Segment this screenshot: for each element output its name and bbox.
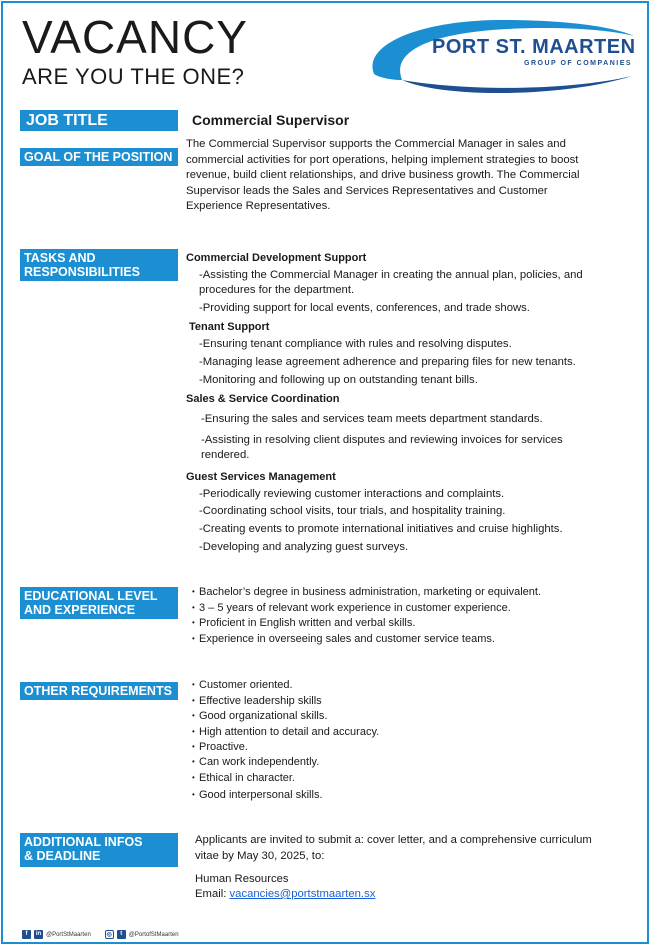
hr-department: Human Resources (195, 873, 289, 885)
task-item: -Providing support for local events, conferences, and trade shows. (199, 302, 530, 314)
list-item: • Proficient in English written and verbal skills. (192, 617, 416, 629)
tasks-label (20, 249, 178, 281)
task-item: -Developing and analyzing guest surveys. (199, 541, 409, 553)
page-title: VACANCY (22, 11, 248, 63)
tasks-label-line2: RESPONSIBILITIES (24, 265, 140, 279)
task-item: -Creating events to promote international initiatives and cruise highlights. (199, 523, 563, 535)
facebook-icon[interactable]: f (22, 930, 31, 939)
list-item: • Good interpersonal skills. (192, 789, 323, 801)
task-item: -Assisting the Commercial Manager in creating the annual plan, policies, and procedures for the department. (199, 269, 583, 296)
task-group-heading: Sales & Service Coordination (186, 393, 340, 405)
list-item: • Proactive. (192, 741, 248, 753)
social-footer (22, 930, 179, 939)
logo-name: PORT ST. MAARTEN (432, 36, 636, 58)
task-item: -Monitoring and following up on outstanding tenant bills. (199, 374, 478, 386)
task-group-heading: Tenant Support (189, 321, 270, 333)
goal-text: The Commercial Supervisor supports the Commercial Manager in sales and commercial activities for port operations, helping implement strategies to boost revenue, build client relationships, and drive business growth. The Commercial Supervisor leads the Sales and Services Representatives and Customer Experience Representatives. (186, 138, 580, 212)
linkedin-icon[interactable]: in (35, 931, 42, 937)
list-item: • High attention to detail and accuracy. (192, 726, 380, 738)
task-item: -Managing lease agreement adherence and preparing files for new tenants. (199, 356, 576, 368)
twitter-icon[interactable]: t (117, 930, 126, 939)
job-title-label: JOB TITLE (20, 110, 178, 131)
list-item: • Customer oriented. (192, 679, 293, 691)
instagram-icon[interactable]: ◎ (106, 932, 112, 938)
additional-label-line2: & DEADLINE (24, 849, 101, 863)
additional-text: Applicants are invited to submit a: cover letter, and a comprehensive curriculum vitae by May 30, 2025, to: (195, 834, 592, 862)
email-prefix: Email: (195, 888, 230, 900)
list-item: • Ethical in character. (192, 772, 295, 784)
task-item: -Coordinating school visits, tour trials, and hospitality training. (199, 505, 506, 517)
education-label (20, 587, 178, 619)
goal-label: GOAL OF THE POSITION (20, 148, 178, 166)
tasks-label-line1: TASKS AND (24, 251, 96, 265)
list-item: • Can work independently. (192, 756, 320, 768)
social-handle-1: @PortStMaarten (46, 931, 91, 938)
task-item: -Ensuring tenant compliance with rules and resolving disputes. (199, 338, 512, 350)
list-item: • Good organizational skills. (192, 710, 328, 722)
task-group-heading: Guest Services Management (186, 471, 336, 483)
education-label-line1: EDUCATIONAL LEVEL (24, 589, 158, 603)
job-title-value: Commercial Supervisor (192, 112, 350, 128)
logo-tagline: GROUP OF COMPANIES (524, 60, 633, 67)
list-item: • 3 – 5 years of relevant work experience in customer experience. (192, 602, 511, 614)
education-label-line2: AND EXPERIENCE (24, 603, 136, 617)
list-item: • Bachelor’s degree in business administration, marketing or equivalent. (192, 586, 542, 598)
social-handle-2: @PortofStMaarten (128, 931, 179, 938)
task-item: -Ensuring the sales and services team meets department standards. (201, 413, 543, 425)
list-item: • Effective leadership skills (192, 695, 322, 707)
page-subtitle: ARE YOU THE ONE? (22, 64, 245, 89)
requirements-label: OTHER REQUIREMENTS (20, 682, 178, 700)
additional-label (20, 833, 178, 867)
list-item: • Experience in overseeing sales and customer service teams. (192, 633, 495, 645)
task-group-heading: Commercial Development Support (186, 252, 367, 264)
email-link[interactable]: vacancies@portstmaarten.sx (229, 888, 376, 900)
task-item: -Periodically reviewing customer interactions and complaints. (199, 488, 505, 500)
email-line (195, 887, 615, 903)
additional-label-line1: ADDITIONAL INFOS (24, 835, 143, 849)
task-item: -Assisting in resolving client disputes and reviewing invoices for services rendered. (201, 434, 563, 461)
